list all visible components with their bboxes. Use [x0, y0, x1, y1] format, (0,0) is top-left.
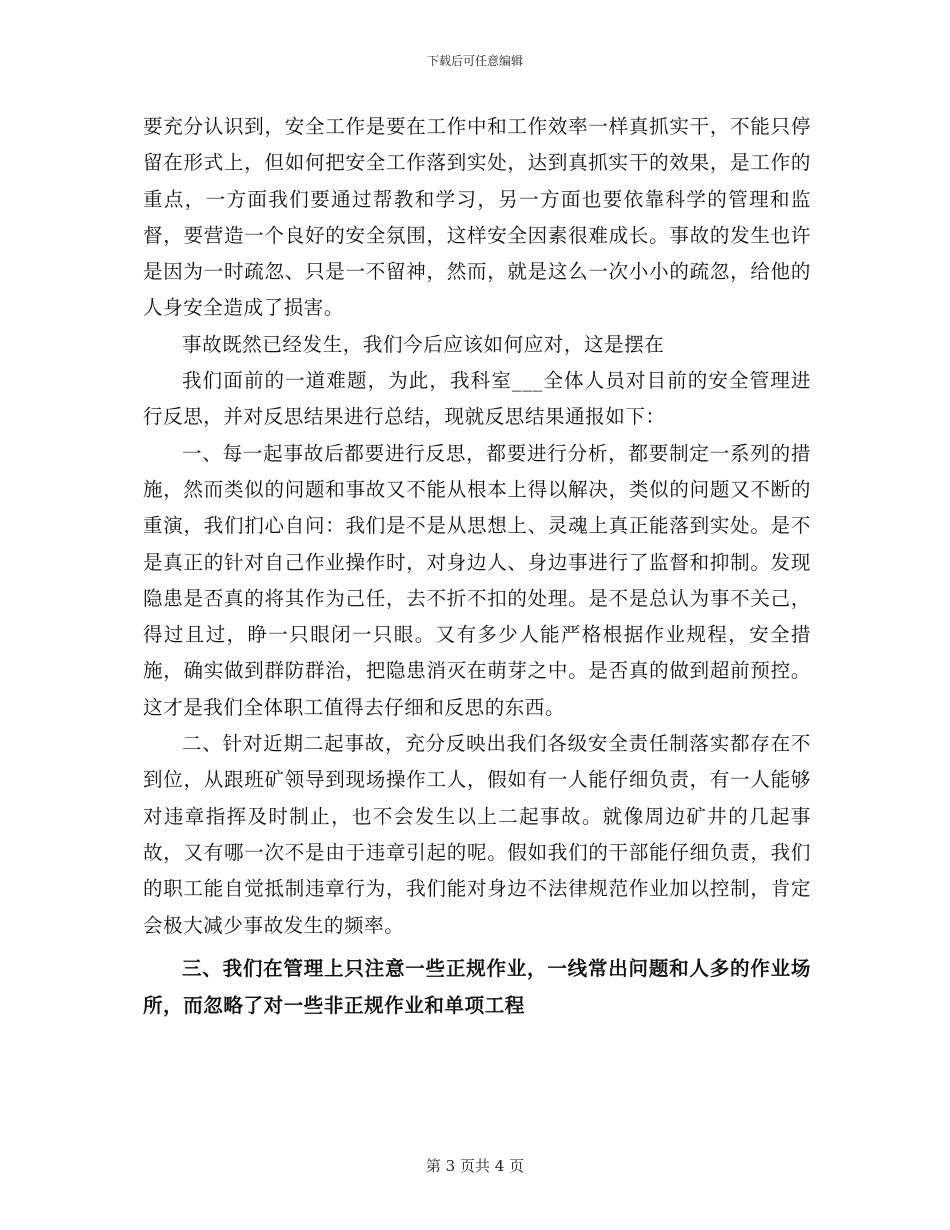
- document-body: [143, 109, 811, 1024]
- page-footer: 第 3 页共 4 页: [425, 1157, 525, 1175]
- paragraph-4: 一、每一起事故后都要进行反思，都要进行分析，都要制定一系列的措施，然而类似的问题和事故又不能从根本上得以解决，类似的问题又不断的重演，我们扪心自问：我们是不是从思想上、灵魂上真正能落到实处。是不是真正的针对自己作业操作时，对身边人、身边事进行了监督和抑制。发现隐患是否真的将其作为己任，去不折不扣的处理。是不是总认为事不关己，得过且过，睁一只眼闭一只眼。又有多少人能严格根据作业规程，安全措施，确实做到群防群治，把隐患消灭在萌芽之中。是否真的做到超前预控。这才是我们全体职工值得去仔细和反思的东西。: [143, 441, 811, 719]
- paragraph-6-heading: 三、我们在管理上只注意一些正规作业，一线常出问题和人多的作业场所，而忽略了对一些非正规作业和单项工程: [143, 956, 811, 1017]
- paragraph-5: 二、针对近期二起事故，充分反映出我们各级安全责任制落实都存在不到位，从跟班矿领导到现场操作工人，假如有一人能仔细负责，有一人能够对违章指挥及时制止，也不会发生以上二起事故。就像周边矿井的几起事故，又有哪一次不是由于违章引起的呢。假如我们的干部能仔细负责，我们的职工能自觉抵制违章行为，我们能对身边不法律规范作业加以控制，肯定会极大减少事故发生的频率。: [143, 732, 811, 937]
- page-header: 下载后可任意编辑: [426, 54, 523, 68]
- paragraph-2: 事故既然已经发生，我们今后应该如何应对，这是摆在: [182, 332, 665, 356]
- paragraph-3: 我们面前的一道难题，为此，我科室___全体人员对目前的安全管理进行反思，并对反思结果进行总结，现就反思结果通报如下：: [143, 369, 811, 429]
- paragraph-1: 要充分认识到，安全工作是要在工作中和工作效率一样真抓实干，不能只停留在形式上，但如何把安全工作落到实处，达到真抓实干的效果，是工作的重点，一方面我们要通过帮教和学习，另一方面也要依靠科学的管理和监督，要营造一个良好的安全氛围，这样安全因素很难成长。事故的发生也许是因为一时疏忽、只是一不留神，然而，就是这么一次小小的疏忽，给他的人身安全造成了损害。: [143, 115, 811, 320]
